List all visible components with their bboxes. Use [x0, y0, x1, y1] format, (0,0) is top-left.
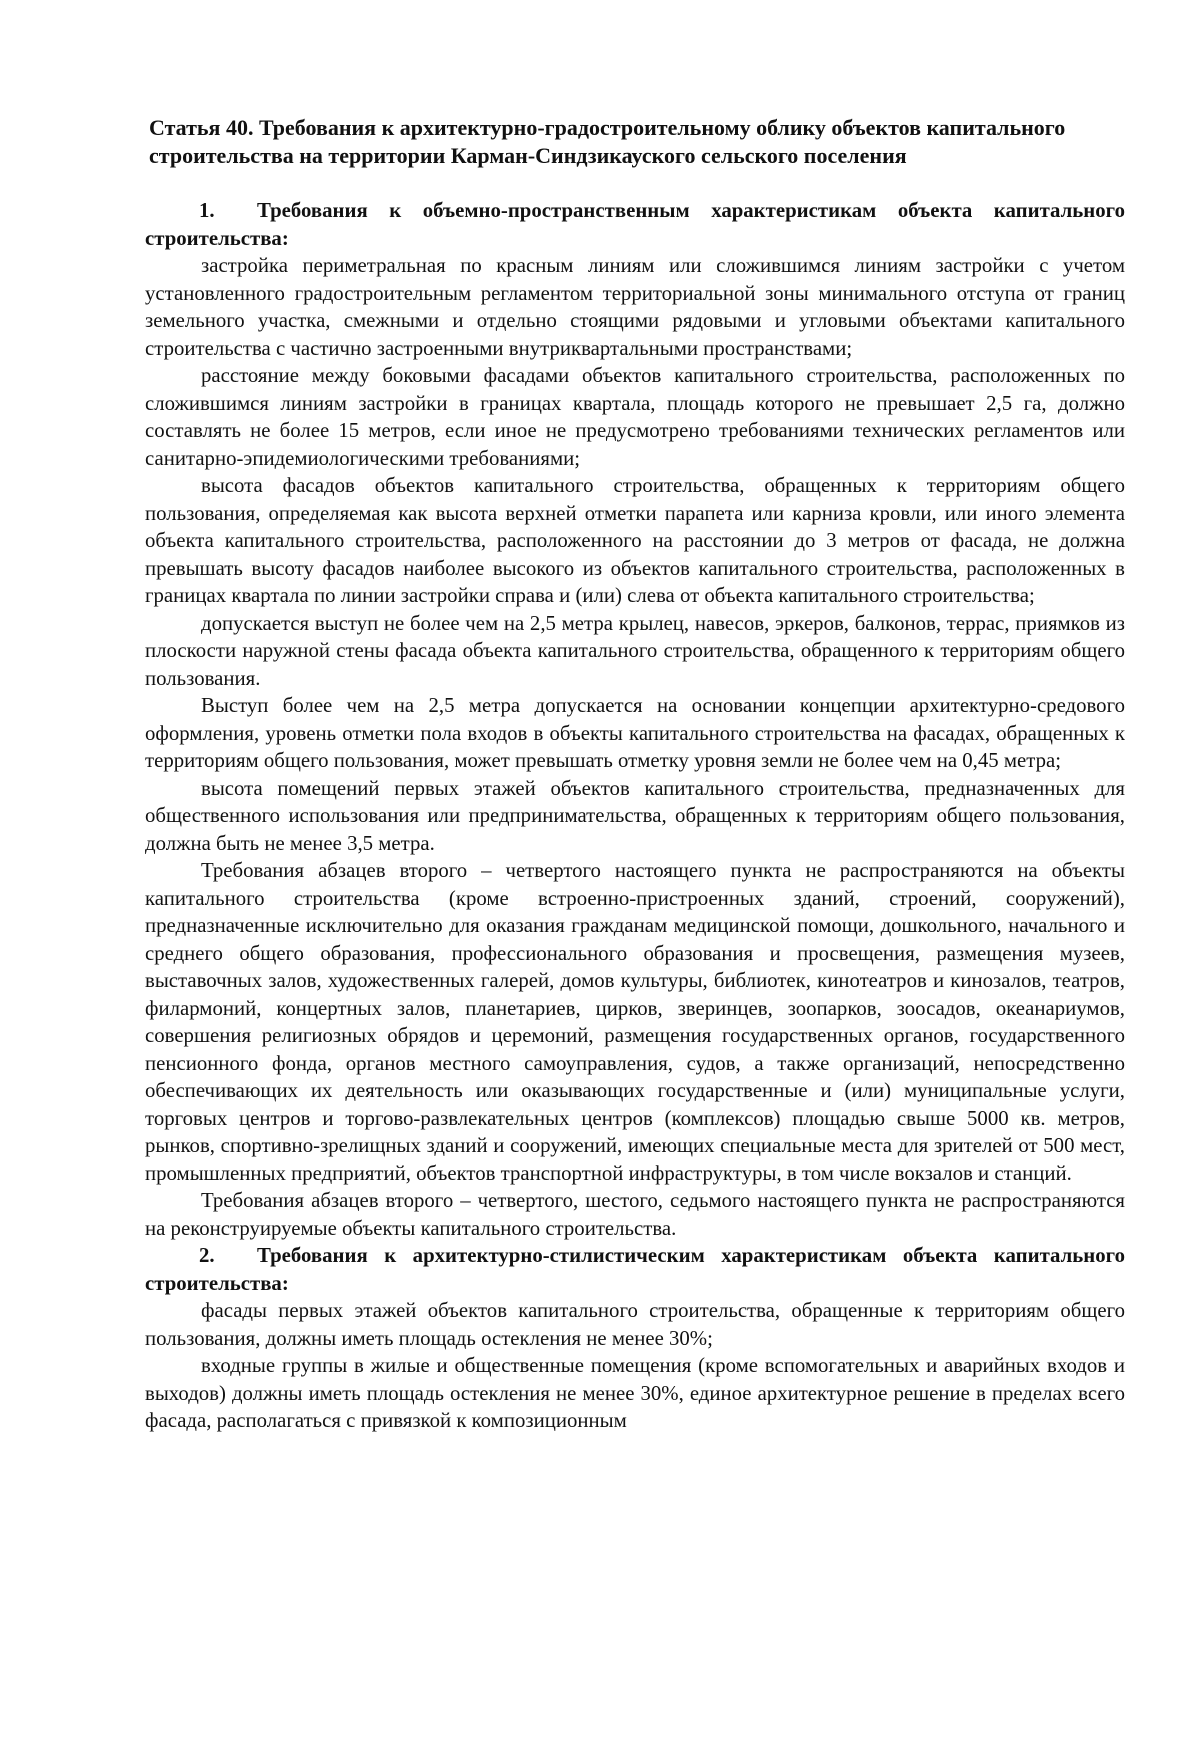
paragraph: допускается выступ не более чем на 2,5 метра крылец, навесов, эркеров, балконов, террас, приямков из плоскости наружной стены фасада объекта капитального строительства, обращенного к территориям общего пользования.: [145, 611, 1125, 690]
paragraph: высота помещений первых этажей объектов капитального строительства, предназначенных для общественного использования или предпринимательства, обращенных к территориям общего пользования, должна быть не менее 3,5 метра.: [145, 776, 1125, 855]
section-heading-1: [145, 197, 1125, 252]
section-number: 1.: [199, 199, 215, 222]
paragraph: застройка периметральная по красным линиям или сложившимся линиям застройки с учетом установленного градостроительным регламентом территориальной зоны минимального отступа от границ земельного участка, смежными и отдельно стоящими рядовыми и угловыми объектами капитального строительства с частично застроенными внутриквартальными пространствами;: [145, 254, 1125, 360]
paragraph: расстояние между боковыми фасадами объектов капитального строительства, расположенных по сложившимся линиям застройки в границах квартала, площадь которого не превышает 2,5 га, должно составлять не более 15 метров, если иное не предусмотрено требованиями технических регламентов или санитарно-эпидемиологическими требованиями;: [145, 364, 1125, 470]
section-heading-2: [145, 1242, 1125, 1297]
article-title: Статья 40. Требования к архитектурно-градостроительному облику объектов капитального строительства на территории Карман-Синдзикауского сельского поселения: [149, 115, 1066, 168]
section-heading-text: Требования к архитектурно-стилистическим характеристикам объекта капитального строительства:: [145, 1244, 1125, 1295]
paragraph: высота фасадов объектов капитального строительства, обращенных к территориям общего пользования, определяемая как высота верхней отметки парапета или карниза кровли, или иного элемента объекта капитального строительства, расположенного на расстоянии до 3 метров от фасада, не должна превышать высоту фасадов наиболее высокого из объектов капитального строительства, расположенных в границах квартала по линии застройки справа и (или) слева от объекта капитального строительства;: [145, 474, 1125, 607]
paragraph: входные группы в жилые и общественные помещения (кроме вспомогательных и аварийных входов и выходов) должны иметь площадь остекления не менее 30%, единое архитектурное решение в пределах всего фасада, располагаться с привязкой к композиционным: [145, 1354, 1125, 1432]
paragraph: Требования абзацев второго – четвертого настоящего пункта не распространяются на объекты капитального строительства (кроме встроенно-пристроенных зданий, строений, сооружений), предназначенные исключительно для оказания гражданам медицинской помощи, дошкольного, начального и среднего общего образования, профессионального образования и просвещения, размещения музеев, выставочных залов, художественных галерей, домов культуры, библиотек, кинотеатров и кинозалов, театров, филармоний, концертных залов, планетариев, цирков, зверинцев, зоопарков, зоосадов, океанариумов, совершения религиозных обрядов и церемоний, размещения государственных органов, государственного пенсионного фонда, органов местного самоуправления, судов, а также организаций, непосредственно обеспечивающих их деятельность или оказывающих государственные и (или) муниципальные услуги, торговых центров и торгово-развлекательных центров (комплексов) площадью свыше 5000 кв. метров, рынков, спортивно-зрелищных зданий и сооружений, имеющих специальные места для зрителей от 500 мест, промышленных предприятий, объектов транспортной инфраструктуры, в том числе вокзалов и станций.: [145, 859, 1125, 1185]
paragraph: фасады первых этажей объектов капитального строительства, обращенные к территориям общего пользования, должны иметь площадь остекления не менее 30%;: [145, 1299, 1125, 1350]
paragraph: Требования абзацев второго – четвертого, шестого, седьмого настоящего пункта не распространяются на реконструируемые объекты капитального строительства.: [145, 1189, 1125, 1240]
paragraph: Выступ более чем на 2,5 метра допускается на основании концепции архитектурно-средового оформления, уровень отметки пола входов в объекты капитального строительства на фасадах, обращенных к территориям общего пользования, может превышать отметку уровня земли не более чем на 0,45 метра;: [145, 694, 1125, 772]
section-heading-text: Требования к объемно-пространственным характеристикам объекта капитального строительства:: [145, 199, 1125, 250]
article-body: [145, 197, 1125, 1435]
section-number: 2.: [199, 1244, 215, 1267]
document-page: [145, 114, 1125, 1435]
